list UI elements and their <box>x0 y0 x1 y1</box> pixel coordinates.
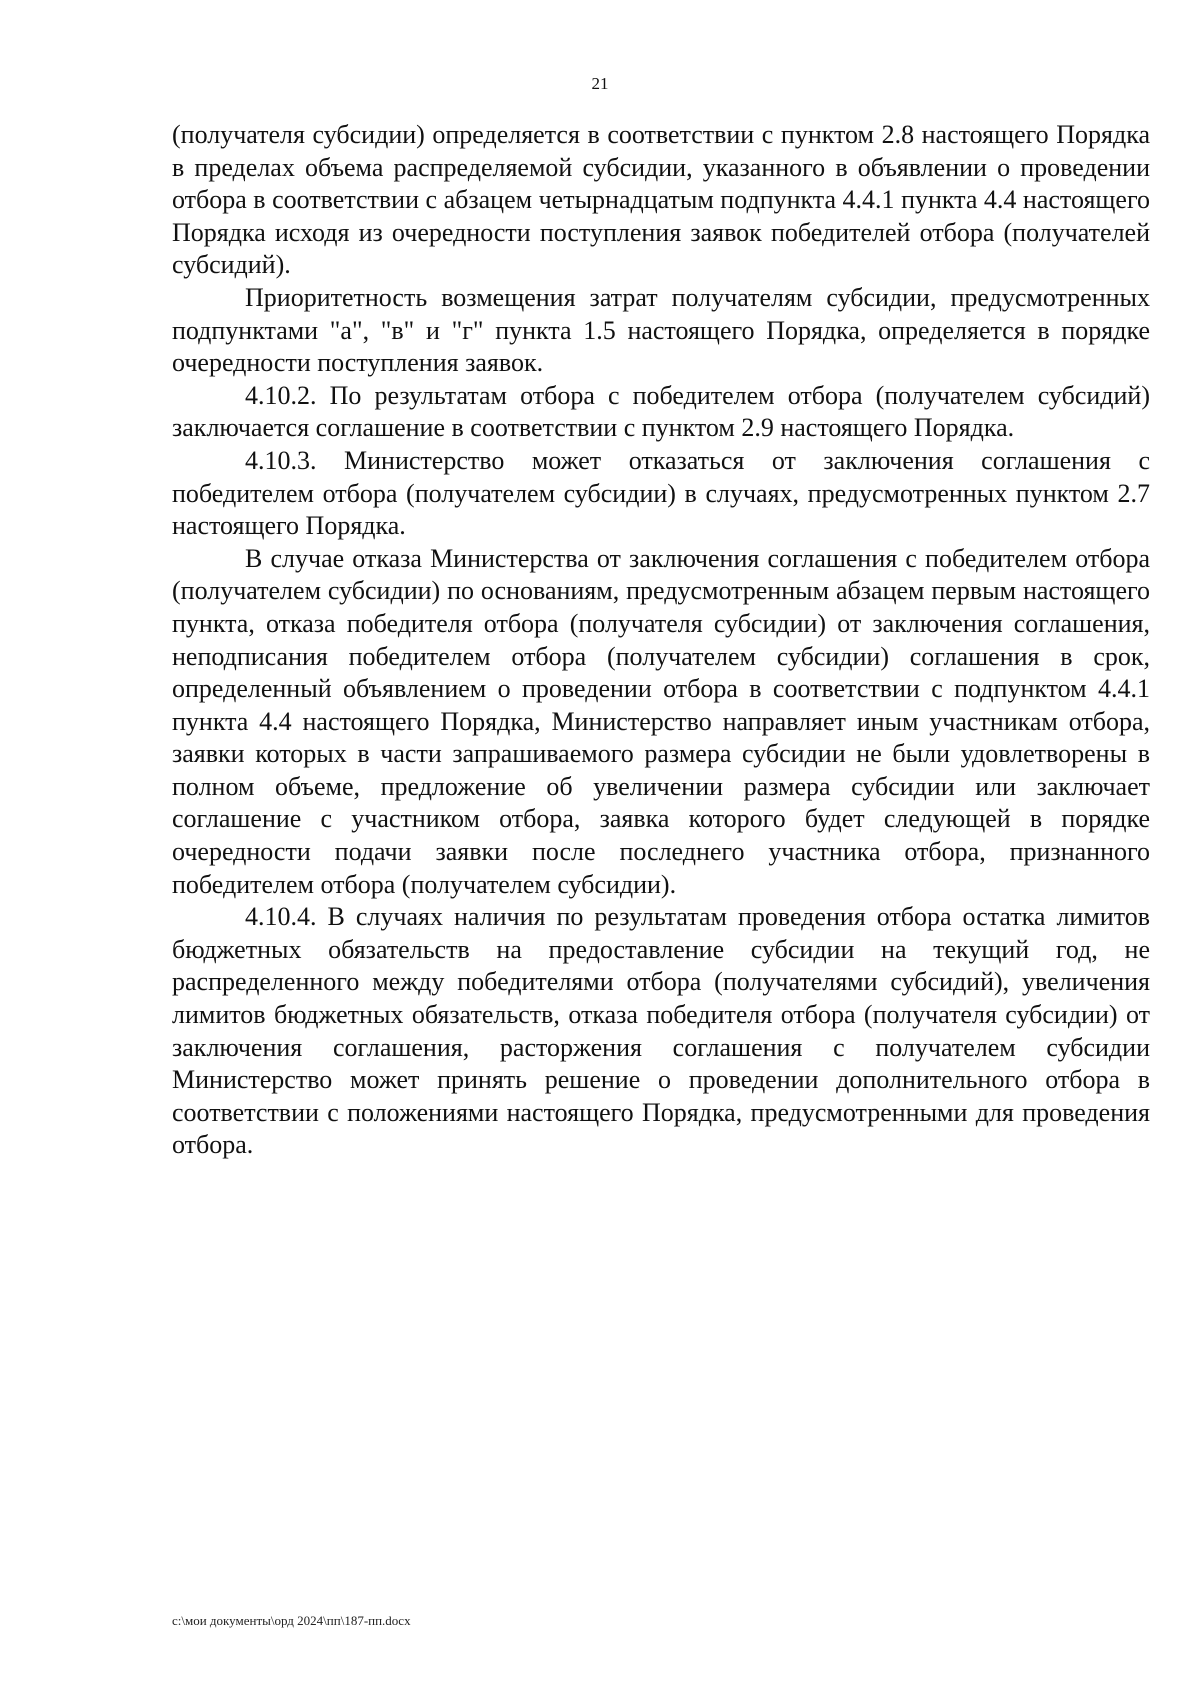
paragraph-refusal-case: В случае отказа Министерства от заключения соглашения с победителем отбора (получателем субсидии) по основаниям, предусмотренным абзацем первым настоящего пункта, отказа победителя отбора (получателя субсидии) от заключения соглашения, неподписания победителем отбора (получателем субсидии) соглашения в срок, определенный объявлением о проведении отбора в соответствии с подпунктом 4.4.1 пункта 4.4 настоящего Порядка, Министерство направляет иным участникам отбора, заявки которых в части запрашиваемого размера субсидии не были удовлетворены в полном объеме, предложение об увеличении размера субсидии или заключает соглашение с участником отбора, заявка которого будет следующей в порядке очередности подачи заявки после последнего участника отбора, признанного победителем отбора (получателем субсидии). <box>172 543 1150 899</box>
paragraph-4-10-3: 4.10.3. Министерство может отказаться от заключения соглашения с победителем отбора (получателем субсидии) в случаях, предусмотренных пунктом 2.7 настоящего Порядка. <box>172 445 1150 541</box>
paragraph-priority: Приоритетность возмещения затрат получателям субсидии, предусмотренных подпунктами "а", "в" и "г" пункта 1.5 настоящего Порядка, определяется в порядке очередности поступления заявок. <box>172 282 1150 378</box>
paragraph-4-10-4: 4.10.4. В случаях наличия по результатам проведения отбора остатка лимитов бюджетных обязательств на предоставление субсидии на текущий год, не распределенного между победителями отбора (получателями субсидий), увеличения лимитов бюджетных обязательств, отказа победителя отбора (получателя субсидии) от заключения соглашения, расторжения соглашения с получателем субсидии Министерство может принять решение о проведении дополнительного отбора в соответствии с положениями настоящего Порядка, предусмотренными для проведения отбора. <box>172 902 1150 1160</box>
page-number: 21 <box>591 74 609 93</box>
paragraph-4-10-2: 4.10.2. По результатам отбора с победителем отбора (получателем субсидий) заключается соглашение в соответствии с пунктом 2.9 настоящего Порядка. <box>172 380 1150 443</box>
footer-file-path: c:\мои документы\орд 2024\пп\187-пп.docx <box>172 1613 411 1628</box>
paragraph-continuation: (получателя субсидии) определяется в соответствии с пунктом 2.8 настоящего Порядка в пределах объема распределяемой субсидии, указанного в объявлении о проведении отбора в соответствии с абзацем четырнадцатым подпункта 4.4.1 пункта 4.4 настоящего Порядка исходя из очередности поступления заявок победителей отбора (получателей субсидий). <box>172 120 1150 280</box>
document-body <box>172 119 1150 1162</box>
